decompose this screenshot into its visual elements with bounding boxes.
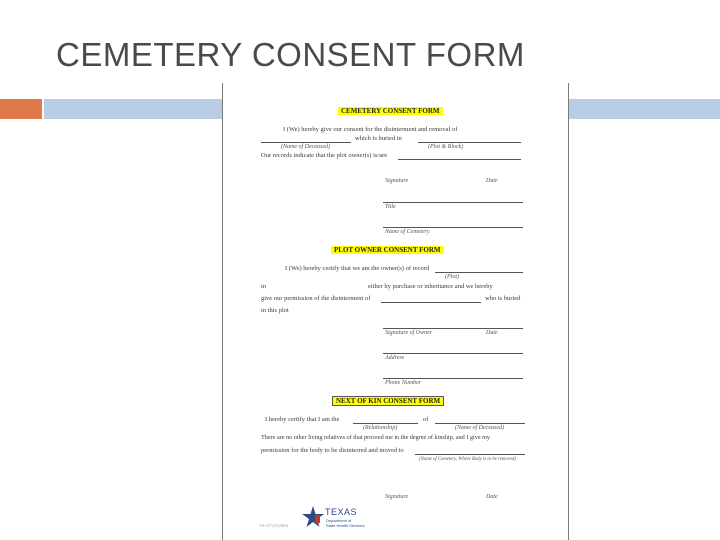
label-plot-block: (Plot & Block) [428, 144, 464, 150]
plot-owner-consent-heading: PLOT OWNER CONSENT FORM [331, 246, 444, 254]
logo-name: TEXAS [325, 507, 358, 517]
cemetery-date-label: Date [486, 178, 498, 184]
logo-sub-1: Department of [326, 518, 352, 523]
cemetery-title-line [383, 202, 523, 203]
cemetery-title-label: Title [385, 204, 396, 210]
plot-owner-line-1: I (We) hereby certify that we am the owner(s) of record [285, 265, 430, 272]
owner-plot-line [435, 272, 523, 273]
kin-line-1-of: of [423, 416, 429, 423]
kin-line-3: permission for the body to be disinterred and moved to [261, 447, 404, 454]
kin-line-2: There are no other living relatives of that proceed me in the degree of kinship, and I give my [261, 434, 491, 441]
owner-address-label: Address [385, 355, 405, 361]
cemetery-consent-heading: CEMETERY CONSENT FORM [338, 107, 443, 115]
cemetery-name-label: Name of Cemetery [385, 229, 430, 235]
plot-owner-line [398, 159, 521, 160]
disinterment-name-line [381, 302, 481, 303]
plot-line [418, 142, 521, 143]
plot-owner-line-2: either by purchase or inheritance and we hereby [368, 283, 493, 290]
plot-owner-line-3-suffix: who is buried [485, 295, 521, 302]
plot-owner-line-2-prefix: in [261, 283, 267, 290]
owner-signature-line [383, 328, 523, 329]
kin-deceased-line [435, 423, 525, 424]
owner-signature-label: Signature of Owner [385, 330, 433, 336]
label-deceased-name: (Name of Deceased) [281, 144, 330, 150]
next-of-kin-consent-heading: NEXT OF KIN CONSENT FORM [333, 397, 443, 405]
plot-owner-line-4: in this plot [261, 307, 289, 314]
owner-address-line [383, 353, 523, 354]
kin-line-1: I hereby certify that I am the [265, 416, 340, 423]
relationship-line [353, 423, 418, 424]
kin-signature-label: Signature [385, 494, 409, 500]
cemetery-intro-text: I (We) hereby give our consent for the disinterment and removal of [283, 126, 458, 133]
slide-title: CEMETERY CONSENT FORM [56, 36, 525, 73]
consent-form-document [222, 83, 569, 540]
kin-date-label: Date [486, 494, 498, 500]
label-kin-deceased: (Name of Deceased) [455, 425, 504, 431]
logo-sub-2: State Health Services [326, 523, 365, 528]
texas-star-icon [301, 505, 325, 529]
cemetery-name-line [383, 227, 523, 228]
owner-phone-label: Phone Number [385, 380, 422, 386]
label-plot: (Plot) [445, 274, 459, 280]
footer-form-code: VS-127 (10/2003) [259, 523, 289, 528]
owner-phone-line [383, 378, 523, 379]
title-rule-accent [0, 99, 42, 119]
label-relationship: (Relationship) [363, 425, 398, 431]
label-destination: (Name of Cemetery, Where Body is to be removed) [419, 457, 517, 462]
cemetery-signature-label: Signature [385, 178, 409, 184]
owner-date-label: Date [486, 330, 498, 336]
deceased-name-line [261, 142, 351, 143]
cemetery-intro-text-2: which is buried in [355, 135, 402, 142]
destination-line [415, 454, 525, 455]
texas-logo [301, 501, 381, 537]
plot-owner-line-3: give our permission of the disinterment of [261, 295, 371, 302]
plot-owner-statement: Our records indicate that the plot owner(s) is/are [261, 152, 388, 159]
